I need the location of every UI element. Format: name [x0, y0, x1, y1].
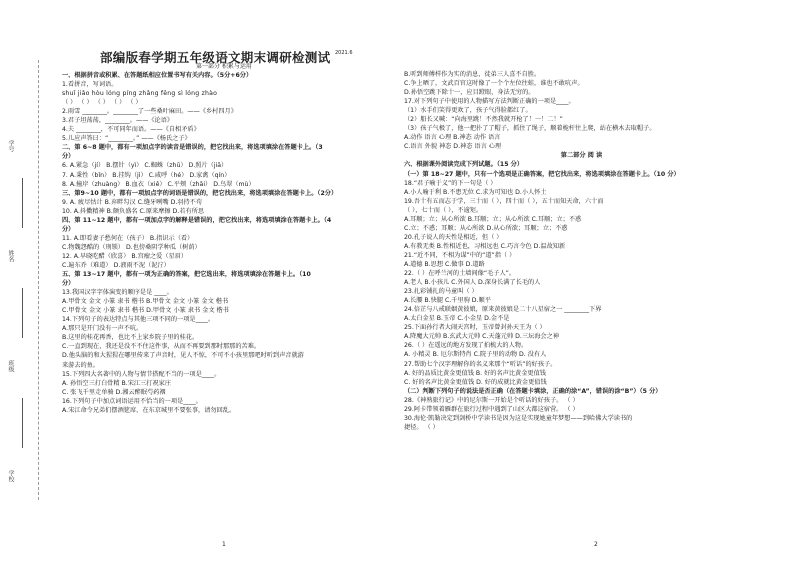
- margin-line: [22, 178, 23, 228]
- question-line: 22.（ ）在呼兰河的土墙间像“毛子人”。: [404, 270, 516, 278]
- question-line: 27.帮助七个汉字理解你的名义来那个“听话”的好孩子。: [404, 360, 557, 368]
- section-heading: 五、第 13~17 题中，都有一项为正确的答案，把它选出来，将选项填涂在答题卡上。（10: [62, 271, 311, 279]
- question-line: 25.下面孙行者大闹天宫时，玉帝曾封孙天王为（ ）: [404, 324, 546, 332]
- option-line: A. 孙悟空三打白骨精 B.宋江三打祝家庄: [62, 379, 172, 387]
- option-line: 11. A.即看妻子愁何在（孩子） B.指识示（看）: [62, 234, 194, 242]
- option-line: A. 小精灵 B. 厄尔斯特肖 C.院子里的动物 D. 没有人: [404, 351, 547, 359]
- option-line: A.道德 B.思想 C.做事 D.道路: [404, 260, 485, 268]
- question-line: 4.夫 ________，不可同年而语。——《自相矛盾》: [62, 126, 200, 134]
- option-line: D.孙悟空跳下除十一，应目蹬眼，身法无穷的。: [404, 89, 535, 97]
- margin-field-name: 姓名: [7, 250, 14, 262]
- part-two-heading: 第二部分 阅 读: [560, 152, 603, 160]
- section-heading: （一）第 18~27 题中，只有一个选项是正确答案，把它找出来，将选项填涂在答题卡上。（10 分）: [404, 170, 680, 178]
- question-line: 17.对下列句子中使用的人物描写方法判断正确的一项是____。: [404, 98, 575, 106]
- option-line: A.降魔大元帅 B.玄武大元帅 C.天蓬元帅 D.三坛海会之神: [404, 333, 559, 341]
- option-line: C.物魏怨酷的（刑锁） D.也傍桑阴学种瓜（树荫）: [62, 243, 201, 251]
- question-line: 18.“君子喻于义”的下一句是（ ）: [404, 179, 497, 187]
- question-line: 28.《神熟旅行记》中的尼尔斯一开始是个听话的好孩子。 （ ）: [404, 396, 579, 404]
- pinyin-line: shuǐ jiǎo hòu lóng píng zhǎng fěng sì lóng zhào: [62, 90, 218, 98]
- option-line: A.太白金星 B.玉帝 C.小金星 D.金不是: [404, 315, 510, 323]
- option-line: 10. A.抖擞精神 B.颇负盛名 C.原来摩擦 D.若有所思: [62, 207, 205, 215]
- option-line: A.耳顺；立；从心所欲 B.耳顺；立；从心所欲 C.耳顺；立；不惑: [404, 215, 582, 223]
- section-heading-cont: 分）: [62, 153, 75, 161]
- margin-field-student-number: 学号: [7, 140, 14, 152]
- question-line: （3）孩子气极了，他一把扑了了帽子，抓住了绳子，顺着桅杆往上爬，站在横木去取帽子。: [404, 125, 656, 133]
- section-heading-cont: 分）: [62, 280, 75, 288]
- question-line: 26.（ ）在遥远的地方发现了拍梳大的人物。: [404, 342, 528, 350]
- cut-line: [38, 60, 39, 500]
- option-line: A.小人喻于利 B.不患无位 C.求为可知也 D.小人怀土: [404, 188, 547, 196]
- option-line: C.一直到现在，我还是没不不住这件事，从而不再要到那时那那的苦难。: [62, 343, 261, 351]
- option-line: 6. A.紧急（jí） B.摆针（yì） C.蜘蛛（zhū） D.照片（jiā）: [62, 162, 228, 170]
- option-line: C.立；不惑；耳顺；从心所欲 D.从心所欲；耳顺；立；不惑: [404, 224, 568, 232]
- option-line: 9. A. 疲尽怙计 B.弃畔勾汉 C.缝牙咧嘴 D.羽持不苟: [62, 198, 203, 206]
- option-line: A.长腰 B.快腿 C.千里驹 D.顺平: [404, 297, 491, 305]
- section-heading: 六、根据课外阅读完成下列试题。（15 分）: [404, 161, 524, 169]
- question-line: 14.下列句子的表达特点与其他三项不同的一项是____。: [62, 316, 215, 324]
- question-line: 21.“近不同，不相为谋”中的“道”指（ ）: [404, 251, 516, 259]
- option-line: C.遍东乔（难道） D.液雨不泥（泥泞）: [62, 261, 170, 269]
- option-line: C.甲骨文 金文 小篆 隶书 楷书 D.甲骨文 小篆 隶书 金文 楷书: [62, 307, 229, 315]
- question-line: 29.阿卡带领着雁群在旅行过程中遇到了山区大都这宿营。 （ ）: [404, 405, 579, 413]
- question-line: 1.看拼音，写词语。: [62, 81, 118, 89]
- section-heading: 二、第 6~8 题中，都有一项加点字的读音是错误的，把它找出来，将选项填涂在答题卡上。（3: [62, 144, 323, 152]
- margin-line: [22, 288, 23, 338]
- option-line: A.动作 语言 心理 B.神态 动作 语言: [404, 134, 501, 142]
- option-line: A. 好的品质比黄金更值钱 B. 好的名声比黄金更值钱: [404, 369, 546, 377]
- left-column: [62, 71, 392, 415]
- question-line: 19.吾十有五而志于学，三十而（ ），四十而（ ），五十而知天命，六十而: [404, 197, 604, 205]
- option-line: 12. A.早晓吃醋（欣喜） B.宫瘤之爱（星眉）: [62, 252, 188, 260]
- option-line: C. 好的名声比黄金更值钱 D. 好的成就比黄金更值钱: [404, 378, 547, 386]
- question-line: 3.君子坦荡荡，________。——《论语》: [62, 117, 174, 125]
- option-line: 8. A.撞岸（zhuàng） B.血衣（xiě） C.平颊（zhǎi） D.鸟翠（mù）: [62, 180, 255, 188]
- option-line: A.宋江命令兄弟们摆酒筵席，在东京城里不要张事，请勿回乱。: [62, 406, 236, 414]
- question-line: 15.下列四大名著中的人物与情节搭配不当的一项是____。: [62, 370, 221, 378]
- right-column: [404, 70, 759, 432]
- question-line: 20.孔子说人的天性是相近，但（ ）: [404, 233, 503, 241]
- option-line: C. 张飞千里走单骑 D.湘云醉眠芍药裀: [62, 388, 166, 396]
- question-line: 24.倍芷与八戒联姻黄彼娘，原来黄彼娘是二十八星宿之一 ________下界: [404, 306, 602, 314]
- option-line: C.争上晒了，文武百官这时像了一个个左位往蛙，谁也不敢吭声。: [404, 80, 584, 88]
- section-heading: 四、第 11~12 题中，都有一项加点字的解释是错误的，把它找出来，将选项填涂在答题卡上。（4: [62, 216, 332, 224]
- page-number-left: 1: [222, 541, 226, 548]
- option-line: D.他头脑的和大猩猩在哪里传来了声音时，见人不惊，不可不小孩里那吧时听到声音就游: [62, 352, 304, 360]
- question-line: （2）船长又喊：“向海里跳！不然我就开枪了！一！二！”: [404, 116, 563, 124]
- option-line: B.听到师傅样作为实的消息，徒弟三人喜不自胜。: [404, 71, 541, 78]
- margin-field-school: 学校: [7, 470, 14, 482]
- option-line: B.这里的桂花再香，也比不上家乡院子里的桂花。: [62, 334, 199, 342]
- question-line: （1）水手们笑得更欢了，孩子气得脸都红了。: [404, 107, 532, 115]
- question-line: 16.下列句子中加点词语运用不恰当的一项是____。: [62, 397, 202, 405]
- part-one-heading: 第一部分 积累与运用: [196, 63, 252, 70]
- question-line: （ ），七十而（ ），不逾矩。: [404, 206, 483, 214]
- option-line: 7. A.秉性（bǐn） B.挂钩（jì） C.咸呼（hé） D.家禽（qín）: [62, 171, 231, 179]
- section-heading: （二）判断下列句子的说法是否正确（在答题卡填涂，正确的涂“A”，错误的涂“B”）（5 分）: [404, 387, 662, 395]
- option-line: A.老人 B.小孩儿 C.外国人 D.深身长满了长毛的人: [404, 279, 541, 287]
- margin-line: [22, 398, 23, 448]
- section-heading-cont: 分）: [62, 225, 75, 233]
- question-line: 13.我国汉字字体演变的顺序是是 ____。: [62, 289, 173, 297]
- question-line: 2.雨雪 ________。________了一些桑叶麻田。——《乡村四月》: [62, 108, 237, 116]
- exam-date: 2021.6: [335, 50, 353, 56]
- option-line: A.有教无类 B.性相近也，习相远也 C.巧言令色 D.温故知新: [404, 242, 566, 250]
- question-line: 5.儿应声答曰：“________。” ——《杨氏之子》: [62, 135, 191, 143]
- option-line: C.语言 外貌 神态 D.神态 语言 心理: [404, 143, 502, 151]
- question-line: 30.海伦·凯勒决定到剑桥中学读书是因为这是实现她童年梦想——到哈佛大学读书的: [404, 414, 633, 422]
- question-line: 23.扎彩铺扎的马童叫（ ）: [404, 288, 478, 296]
- section-heading: 三、第9~10 题中，都有一项加点字的词语是错误的，把它找出来，将选项填涂在答题卡上。（2分）: [62, 189, 338, 197]
- question-line: 捷径。 （ ）: [404, 423, 439, 431]
- option-line: A.甲骨文 金文 小篆 隶书 楷书 B.甲骨文 金文 小篆 金文 楷书: [62, 298, 229, 306]
- option-line: 来游去的鱼。: [62, 361, 100, 369]
- page-number-right: 2: [594, 541, 598, 548]
- answer-blanks: （ ） （ ） （ ） （ ） （ ）: [62, 99, 142, 107]
- section-heading: 一、根据拼音或积累、在答题纸相应位置书写有关内容。（5分+6分）: [62, 72, 253, 79]
- margin-field-class: 班级: [7, 360, 14, 372]
- option-line: A.那只是开门没有一声不吭。: [62, 325, 143, 333]
- exam-title: 部编版春学期五年级语文期末调研检测试: [100, 50, 331, 65]
